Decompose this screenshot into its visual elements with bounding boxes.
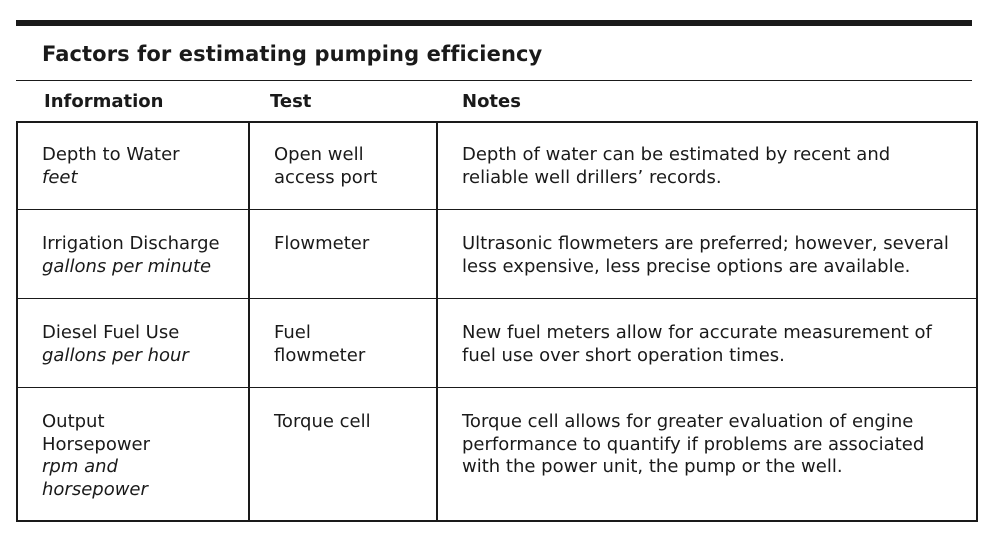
table-row-diesel-fuel-use-test [274, 322, 365, 367]
info-unit: horsepower [42, 478, 148, 500]
row-divider-1 [16, 209, 978, 210]
table-row-depth-to-water-test [274, 144, 377, 189]
column-header-information: Information [44, 91, 164, 112]
table-row-output-horsepower-info [42, 411, 150, 501]
note-line: reliable well drillers’ records. [462, 166, 722, 188]
test-line: flowmeter [274, 344, 366, 366]
column-divider-2 [436, 121, 438, 522]
row-divider-3 [16, 387, 978, 388]
table-row-irrigation-discharge-info [42, 233, 220, 278]
info-label: Horsepower [42, 433, 151, 455]
test-line: Flowmeter [274, 233, 370, 254]
note-line: with the power unit, the pump or the well. [462, 456, 843, 477]
note-line: fuel use over short operation times. [462, 344, 785, 366]
info-label: Depth to Water [42, 144, 180, 165]
note-line: Ultrasonic flowmeters are preferred; however, several [462, 233, 949, 254]
row-divider-2 [16, 298, 978, 299]
info-label: Irrigation Discharge [42, 233, 220, 254]
note-line: Torque cell allows for greater evaluation of engine [462, 411, 914, 432]
test-line: Fuel [274, 322, 311, 343]
info-unit: feet [42, 166, 78, 188]
info-unit: rpm and [42, 456, 118, 477]
info-label: Diesel Fuel Use [42, 322, 180, 343]
table-row-irrigation-discharge-test [274, 233, 369, 256]
info-unit: gallons per hour [42, 344, 189, 366]
note-line: Depth of water can be estimated by recent and [462, 144, 891, 165]
test-line: Open well [274, 144, 364, 165]
table-row-irrigation-discharge-notes [462, 233, 949, 278]
table-title: Factors for estimating pumping efficiency [42, 42, 543, 66]
column-header-notes: Notes [462, 91, 521, 112]
test-line: Torque cell [274, 411, 371, 432]
table-row-output-horsepower-test [274, 411, 371, 434]
note-line: less expensive, less precise options are available. [462, 255, 911, 277]
table-row-depth-to-water-notes [462, 144, 890, 189]
info-label: Output [42, 411, 105, 432]
column-header-test: Test [270, 91, 312, 112]
note-line: New fuel meters allow for accurate measurement of [462, 322, 932, 343]
title-rule [16, 80, 972, 81]
table-row-depth-to-water-info [42, 144, 180, 189]
note-line: performance to quantify if problems are associated [462, 433, 925, 455]
table-row-output-horsepower-notes [462, 411, 924, 479]
column-divider-1 [248, 121, 250, 522]
top-rule [16, 20, 972, 26]
table-row-diesel-fuel-use-info [42, 322, 189, 367]
table-row-diesel-fuel-use-notes [462, 322, 932, 367]
info-unit: gallons per minute [42, 255, 212, 277]
test-line: access port [274, 166, 378, 188]
